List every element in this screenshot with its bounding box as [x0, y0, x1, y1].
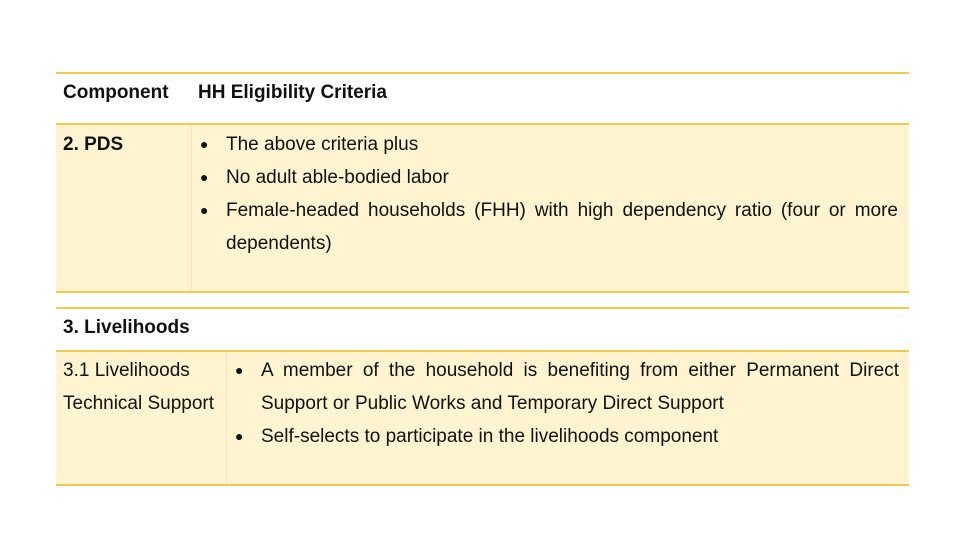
livelihoods-component: 3.1 Livelihoods Technical Support — [63, 360, 215, 414]
table-top-rule — [56, 72, 909, 74]
pds-component: 2. PDS — [63, 134, 124, 155]
bullet-icon: ● — [235, 428, 244, 444]
header-criteria: HH Eligibility Criteria — [198, 82, 387, 103]
pds-criteria-list — [192, 128, 898, 260]
livelihoods-section-title: 3. Livelihoods — [63, 317, 190, 338]
eligibility-table — [56, 72, 909, 294]
livelihoods-table — [56, 307, 909, 487]
bullet-icon: ● — [200, 136, 209, 152]
list-item: ● Self-selects to participate in the livelihoods component — [227, 420, 899, 453]
list-item: ● No adult able-bodied labor — [192, 161, 898, 194]
bullet-icon: ● — [200, 169, 209, 185]
livelihoods-bottom-rule — [56, 484, 909, 486]
livelihoods-criteria-list — [227, 354, 899, 453]
list-item: ● The above criteria plus — [192, 128, 898, 161]
bullet-icon: ● — [235, 362, 244, 378]
list-item: ● Female-headed households (FHH) with high dependency ratio (four or more dependents) — [192, 194, 898, 260]
list-item: ● A member of the household is benefiting from either Permanent Direct Support or Public Works and Temporary Direct Support — [227, 354, 899, 420]
header-component: Component — [63, 82, 169, 103]
livelihoods-top-rule — [56, 307, 909, 309]
bullet-icon: ● — [200, 202, 209, 218]
table-bottom-rule — [56, 291, 909, 293]
